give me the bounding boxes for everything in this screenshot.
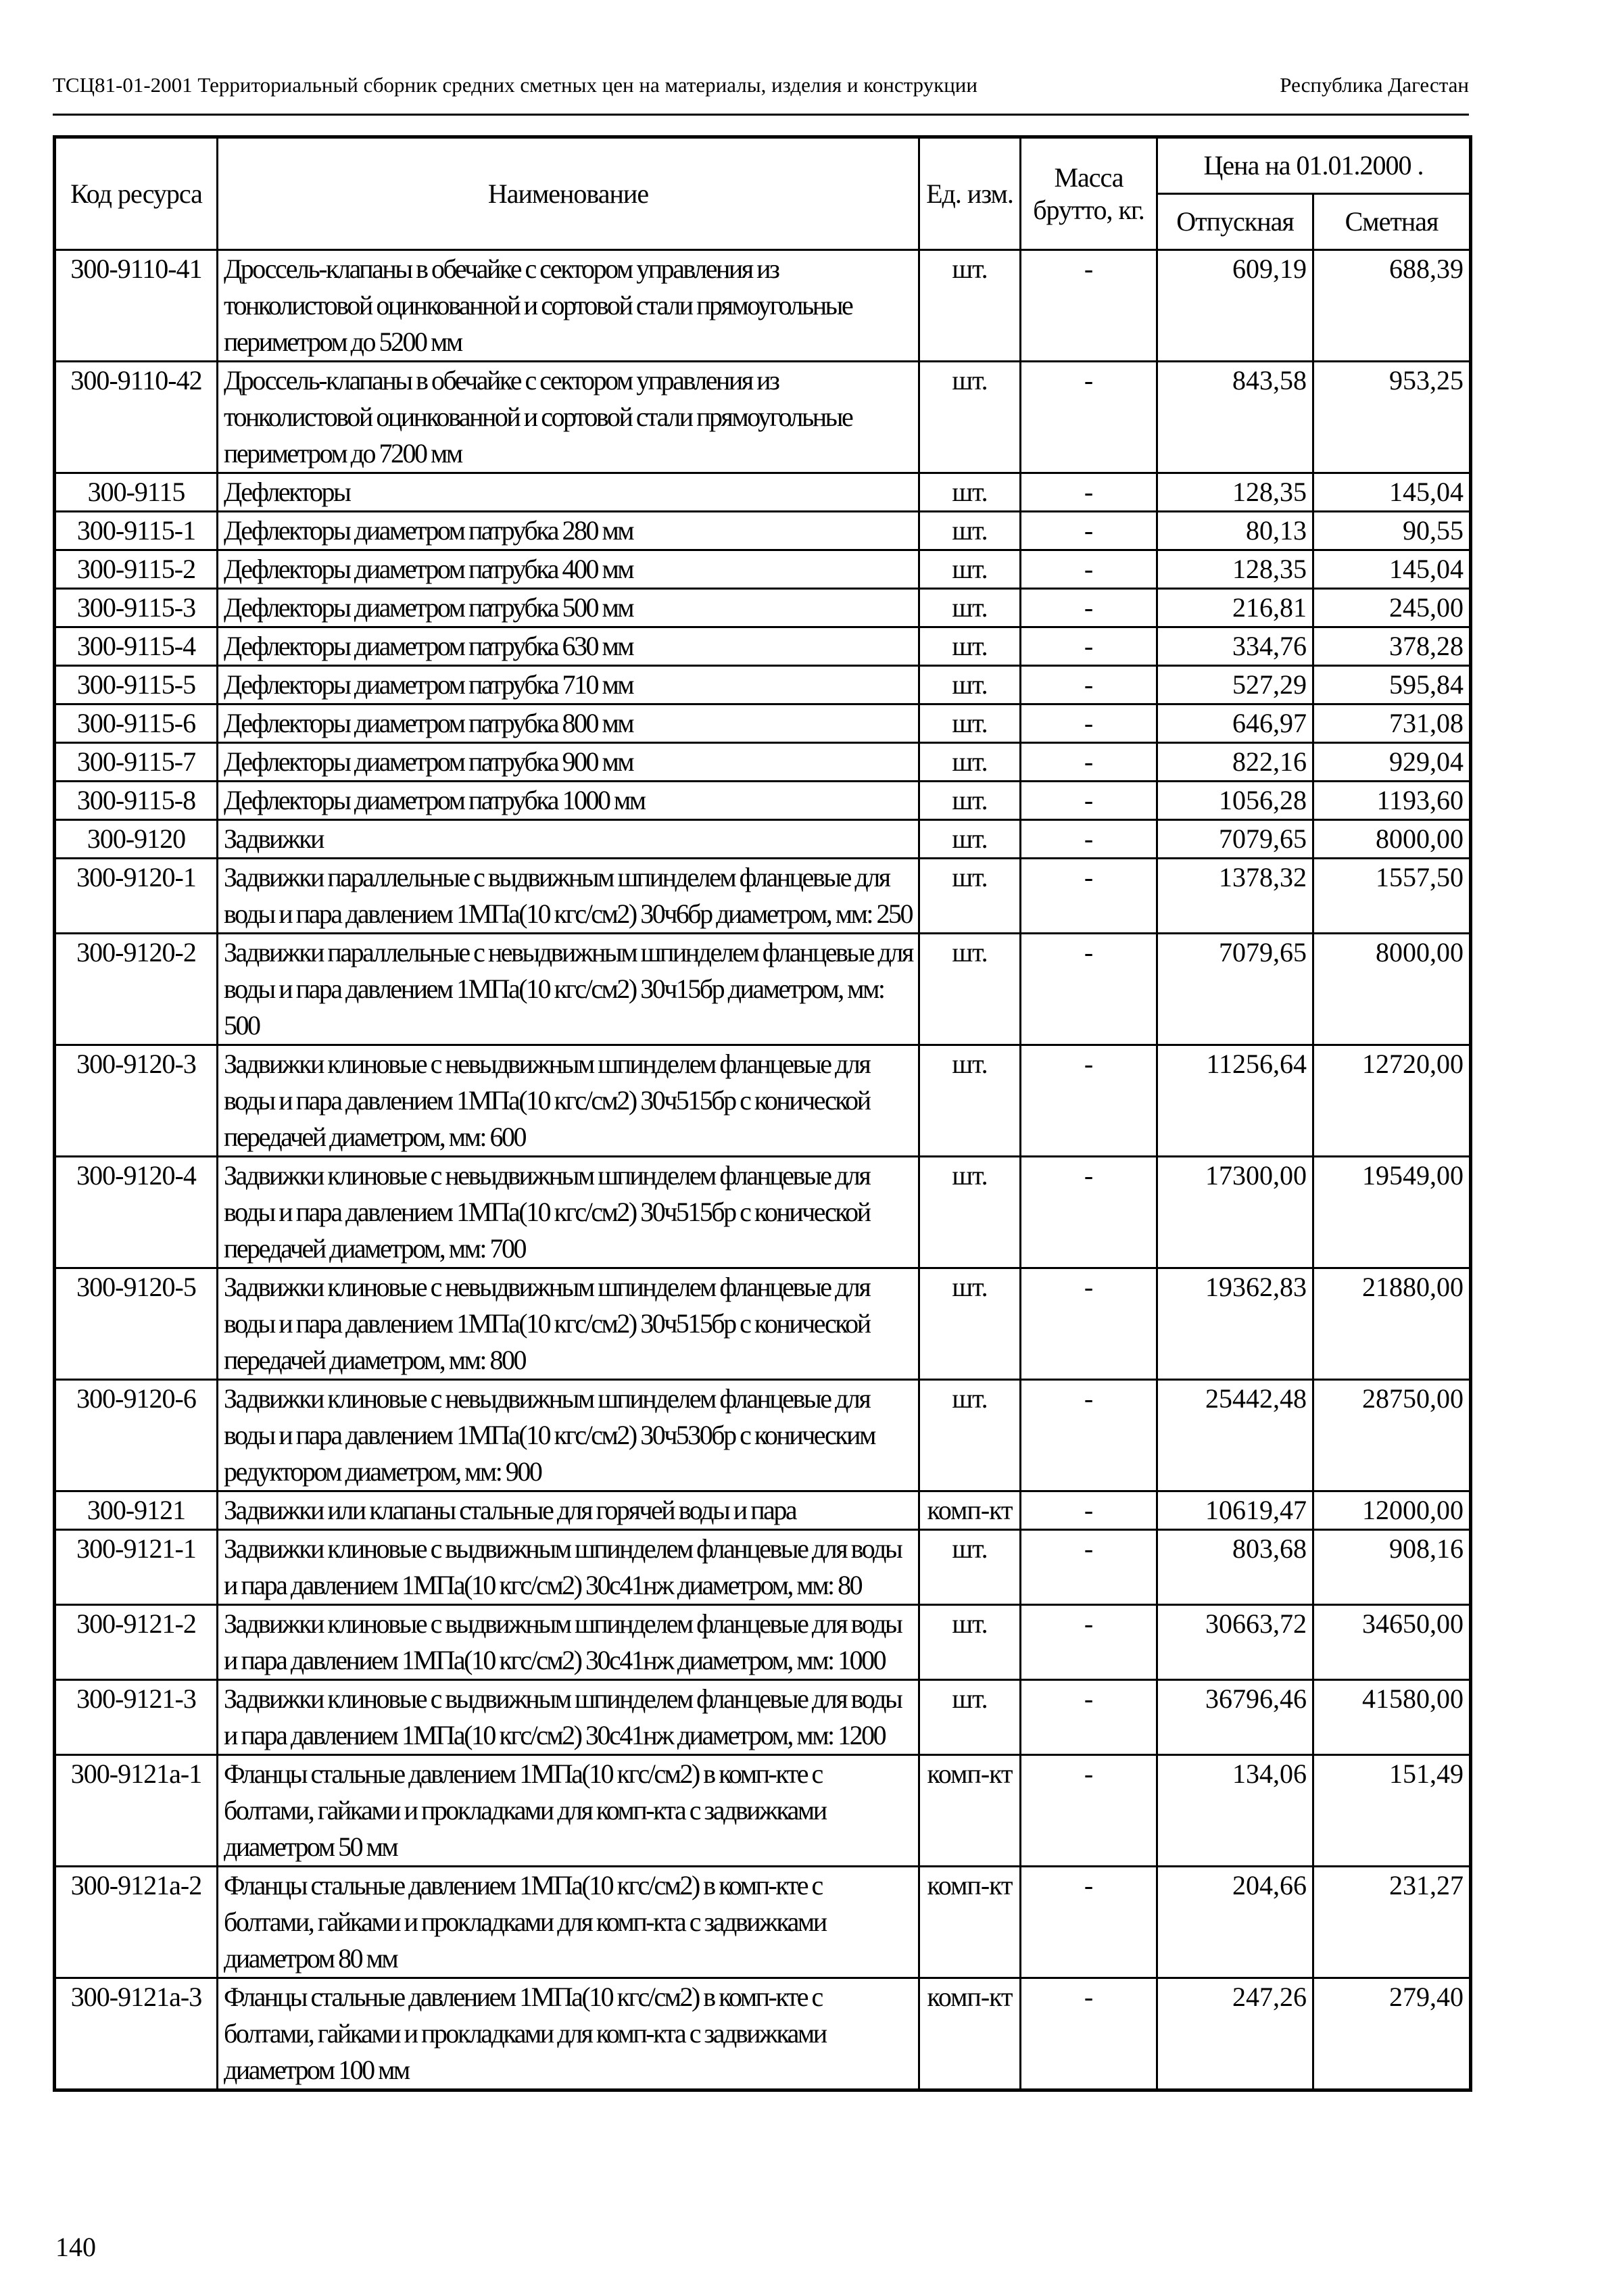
header-region: Республика Дагестан [1280,73,1469,97]
gross-mass-cell: - [1021,1978,1157,2090]
table-row [55,1268,1471,1380]
estimate-price-cell: 90,55 [1313,512,1471,550]
resource-name-cell: Дефлекторы диаметром патрубка 280 мм [218,512,919,550]
resource-name-cell: Дефлекторы диаметром патрубка 900 мм [218,743,919,782]
release-price-cell: 1056,28 [1157,782,1313,820]
estimate-price-cell: 231,27 [1313,1867,1471,1978]
resource-code-cell: 300-9120-2 [55,934,218,1045]
release-price-cell: 204,66 [1157,1867,1313,1978]
table-row [55,250,1471,362]
resource-name-cell: Дроссель-клапаны в обечайке с сектором управления из тонколистовой оцинкованной и сортовой стали прямоугольные периметром до 7200 мм [218,362,919,473]
table-row [55,362,1471,473]
resource-code-cell: 300-9120-5 [55,1268,218,1380]
resource-name-cell: Дефлекторы диаметром патрубка 400 мм [218,550,919,589]
column-header-mass: Масса брутто, кг. [1021,137,1157,250]
gross-mass-cell: - [1021,820,1157,859]
release-price-cell: 80,13 [1157,512,1313,550]
release-price-cell: 128,35 [1157,550,1313,589]
unit-cell: комп-кт [919,1755,1021,1867]
gross-mass-cell: - [1021,550,1157,589]
unit-cell: шт. [919,859,1021,934]
table-row [55,512,1471,550]
gross-mass-cell: - [1021,627,1157,666]
resource-name-cell: Задвижки или клапаны стальные для горячей воды и пара [218,1491,919,1530]
resource-name-cell: Фланцы стальные давлением 1МПа(10 кгс/см2) в комп-кте с болтами, гайками и прокладками для комп-кта с задвижками диаметром 80 мм [218,1867,919,1978]
resource-name-cell: Задвижки клиновые с выдвижным шпинделем фланцевые для воды и пара давлением 1МПа(10 кгс/см2) 30с41нж диаметром, мм: 1000 [218,1605,919,1680]
resource-code-cell: 300-9120-6 [55,1380,218,1491]
resource-code-cell: 300-9121а-1 [55,1755,218,1867]
table-row [55,1755,1471,1867]
resource-name-cell: Дефлекторы диаметром патрубка 630 мм [218,627,919,666]
estimate-price-cell: 19549,00 [1313,1157,1471,1268]
gross-mass-cell: - [1021,1680,1157,1755]
unit-cell: шт. [919,1380,1021,1491]
estimate-price-cell: 12720,00 [1313,1045,1471,1157]
release-price-cell: 25442,48 [1157,1380,1313,1491]
column-header-estimate-price: Сметная [1313,194,1471,250]
price-table [53,135,1472,2092]
resource-name-cell: Задвижки клиновые с невыдвижным шпинделем фланцевые для воды и пара давлением 1МПа(10 кгс/см2) 30ч515бр с конической передачей диаметром, мм: 800 [218,1268,919,1380]
release-price-cell: 17300,00 [1157,1157,1313,1268]
resource-name-cell: Задвижки параллельные с невыдвижным шпинделем фланцевые для воды и пара давлением 1МПа(10 кгс/см2) 30ч15бр диаметром, мм: 500 [218,934,919,1045]
resource-name-cell: Задвижки клиновые с выдвижным шпинделем фланцевые для воды и пара давлением 1МПа(10 кгс/см2) 30с41нж диаметром, мм: 1200 [218,1680,919,1755]
release-price-cell: 247,26 [1157,1978,1313,2090]
resource-code-cell: 300-9121-1 [55,1530,218,1605]
resource-name-cell: Задвижки клиновые с невыдвижным шпинделем фланцевые для воды и пара давлением 1МПа(10 кгс/см2) 30ч530бр с коническим редуктором диаметром, мм: 900 [218,1380,919,1491]
estimate-price-cell: 245,00 [1313,589,1471,627]
estimate-price-cell: 953,25 [1313,362,1471,473]
gross-mass-cell: - [1021,743,1157,782]
gross-mass-cell: - [1021,704,1157,743]
unit-cell: шт. [919,934,1021,1045]
unit-cell: шт. [919,1605,1021,1680]
gross-mass-cell: - [1021,250,1157,362]
resource-code-cell: 300-9120-4 [55,1157,218,1268]
header-title: ТСЦ81-01-2001 Территориальный сборник средних сметных цен на материалы, изделия и конструкции [53,73,977,97]
resource-name-cell: Дефлекторы диаметром патрубка 800 мм [218,704,919,743]
estimate-price-cell: 1193,60 [1313,782,1471,820]
resource-code-cell: 300-9120-3 [55,1045,218,1157]
table-row [55,1867,1471,1978]
gross-mass-cell: - [1021,1605,1157,1680]
resource-code-cell: 300-9110-42 [55,362,218,473]
release-price-cell: 527,29 [1157,666,1313,704]
unit-cell: шт. [919,1530,1021,1605]
gross-mass-cell: - [1021,1867,1157,1978]
unit-cell: шт. [919,820,1021,859]
estimate-price-cell: 41580,00 [1313,1680,1471,1755]
table-row [55,473,1471,512]
unit-cell: комп-кт [919,1978,1021,2090]
release-price-cell: 128,35 [1157,473,1313,512]
table-row [55,859,1471,934]
column-header-name: Наименование [218,137,919,250]
release-price-cell: 10619,47 [1157,1491,1313,1530]
table-row [55,1045,1471,1157]
resource-code-cell: 300-9120-1 [55,859,218,934]
gross-mass-cell: - [1021,1530,1157,1605]
gross-mass-cell: - [1021,362,1157,473]
resource-code-cell: 300-9115 [55,473,218,512]
resource-code-cell: 300-9115-7 [55,743,218,782]
table-row [55,934,1471,1045]
release-price-cell: 216,81 [1157,589,1313,627]
resource-name-cell: Задвижки клиновые с выдвижным шпинделем фланцевые для воды и пара давлением 1МПа(10 кгс/см2) 30с41нж диаметром, мм: 80 [218,1530,919,1605]
table-row [55,550,1471,589]
gross-mass-cell: - [1021,512,1157,550]
resource-code-cell: 300-9115-4 [55,627,218,666]
estimate-price-cell: 8000,00 [1313,934,1471,1045]
release-price-cell: 803,68 [1157,1530,1313,1605]
resource-name-cell: Задвижки [218,820,919,859]
gross-mass-cell: - [1021,1491,1157,1530]
gross-mass-cell: - [1021,666,1157,704]
table-row [55,589,1471,627]
estimate-price-cell: 929,04 [1313,743,1471,782]
resource-name-cell: Задвижки клиновые с невыдвижным шпинделем фланцевые для воды и пара давлением 1МПа(10 кгс/см2) 30ч515бр с конической передачей диаметром, мм: 700 [218,1157,919,1268]
resource-code-cell: 300-9110-41 [55,250,218,362]
gross-mass-cell: - [1021,1380,1157,1491]
release-price-cell: 843,58 [1157,362,1313,473]
resource-name-cell: Дефлекторы диаметром патрубка 1000 мм [218,782,919,820]
table-row [55,666,1471,704]
table-row [55,1680,1471,1755]
unit-cell: шт. [919,627,1021,666]
release-price-cell: 609,19 [1157,250,1313,362]
resource-code-cell: 300-9120 [55,820,218,859]
gross-mass-cell: - [1021,1755,1157,1867]
unit-cell: шт. [919,550,1021,589]
resource-code-cell: 300-9115-6 [55,704,218,743]
gross-mass-cell: - [1021,859,1157,934]
estimate-price-cell: 145,04 [1313,473,1471,512]
estimate-price-cell: 378,28 [1313,627,1471,666]
column-header-unit: Ед. изм. [919,137,1021,250]
unit-cell: шт. [919,782,1021,820]
resource-code-cell: 300-9115-1 [55,512,218,550]
release-price-cell: 822,16 [1157,743,1313,782]
table-row [55,1978,1471,2090]
release-price-cell: 30663,72 [1157,1605,1313,1680]
table-row [55,1530,1471,1605]
table-row [55,820,1471,859]
release-price-cell: 19362,83 [1157,1268,1313,1380]
resource-code-cell: 300-9121 [55,1491,218,1530]
resource-code-cell: 300-9121а-2 [55,1867,218,1978]
resource-name-cell: Дефлекторы диаметром патрубка 710 мм [218,666,919,704]
release-price-cell: 134,06 [1157,1755,1313,1867]
page-number: 140 [55,2232,96,2262]
page-header [53,73,1469,97]
unit-cell: шт. [919,1680,1021,1755]
release-price-cell: 7079,65 [1157,934,1313,1045]
unit-cell: шт. [919,1268,1021,1380]
estimate-price-cell: 151,49 [1313,1755,1471,1867]
resource-name-cell: Задвижки параллельные с выдвижным шпинделем фланцевые для воды и пара давлением 1МПа(10 кгс/см2) 30ч6бр диаметром, мм: 250 [218,859,919,934]
resource-name-cell: Дроссель-клапаны в обечайке с сектором управления из тонколистовой оцинкованной и сортовой стали прямоугольные периметром до 5200 мм [218,250,919,362]
unit-cell: комп-кт [919,1491,1021,1530]
unit-cell: комп-кт [919,1867,1021,1978]
unit-cell: шт. [919,1157,1021,1268]
column-header-release-price: Отпускная [1157,194,1313,250]
unit-cell: шт. [919,589,1021,627]
resource-name-cell: Дефлекторы [218,473,919,512]
estimate-price-cell: 908,16 [1313,1530,1471,1605]
release-price-cell: 11256,64 [1157,1045,1313,1157]
estimate-price-cell: 8000,00 [1313,820,1471,859]
unit-cell: шт. [919,1045,1021,1157]
resource-name-cell: Фланцы стальные давлением 1МПа(10 кгс/см2) в комп-кте с болтами, гайками и прокладками для комп-кта с задвижками диаметром 100 мм [218,1978,919,2090]
table-row [55,1157,1471,1268]
unit-cell: шт. [919,250,1021,362]
table-row [55,782,1471,820]
estimate-price-cell: 1557,50 [1313,859,1471,934]
unit-cell: шт. [919,512,1021,550]
estimate-price-cell: 279,40 [1313,1978,1471,2090]
column-header-code: Код ресурса [55,137,218,250]
resource-code-cell: 300-9115-3 [55,589,218,627]
estimate-price-cell: 21880,00 [1313,1268,1471,1380]
resource-code-cell: 300-9115-2 [55,550,218,589]
unit-cell: шт. [919,362,1021,473]
gross-mass-cell: - [1021,1045,1157,1157]
estimate-price-cell: 595,84 [1313,666,1471,704]
resource-code-cell: 300-9121-3 [55,1680,218,1755]
table-row [55,743,1471,782]
release-price-cell: 36796,46 [1157,1680,1313,1755]
header-rule [53,114,1469,116]
table-row [55,1491,1471,1530]
estimate-price-cell: 688,39 [1313,250,1471,362]
release-price-cell: 1378,32 [1157,859,1313,934]
gross-mass-cell: - [1021,782,1157,820]
unit-cell: шт. [919,473,1021,512]
table-body [55,250,1471,2090]
gross-mass-cell: - [1021,1157,1157,1268]
gross-mass-cell: - [1021,589,1157,627]
release-price-cell: 334,76 [1157,627,1313,666]
gross-mass-cell: - [1021,473,1157,512]
resource-code-cell: 300-9121а-3 [55,1978,218,2090]
unit-cell: шт. [919,666,1021,704]
resource-name-cell: Дефлекторы диаметром патрубка 500 мм [218,589,919,627]
table-row [55,1605,1471,1680]
estimate-price-cell: 731,08 [1313,704,1471,743]
gross-mass-cell: - [1021,1268,1157,1380]
column-header-price-group: Цена на 01.01.2000 . [1157,137,1471,194]
estimate-price-cell: 28750,00 [1313,1380,1471,1491]
resource-code-cell: 300-9121-2 [55,1605,218,1680]
estimate-price-cell: 145,04 [1313,550,1471,589]
unit-cell: шт. [919,743,1021,782]
gross-mass-cell: - [1021,934,1157,1045]
release-price-cell: 7079,65 [1157,820,1313,859]
resource-code-cell: 300-9115-8 [55,782,218,820]
estimate-price-cell: 12000,00 [1313,1491,1471,1530]
resource-name-cell: Фланцы стальные давлением 1МПа(10 кгс/см2) в комп-кте с болтами, гайками и прокладками для комп-кта с задвижками диаметром 50 мм [218,1755,919,1867]
resource-code-cell: 300-9115-5 [55,666,218,704]
table-row [55,627,1471,666]
estimate-price-cell: 34650,00 [1313,1605,1471,1680]
unit-cell: шт. [919,704,1021,743]
table-row [55,1380,1471,1491]
resource-name-cell: Задвижки клиновые с невыдвижным шпинделем фланцевые для воды и пара давлением 1МПа(10 кгс/см2) 30ч515бр с конической передачей диаметром, мм: 600 [218,1045,919,1157]
table-row [55,704,1471,743]
release-price-cell: 646,97 [1157,704,1313,743]
